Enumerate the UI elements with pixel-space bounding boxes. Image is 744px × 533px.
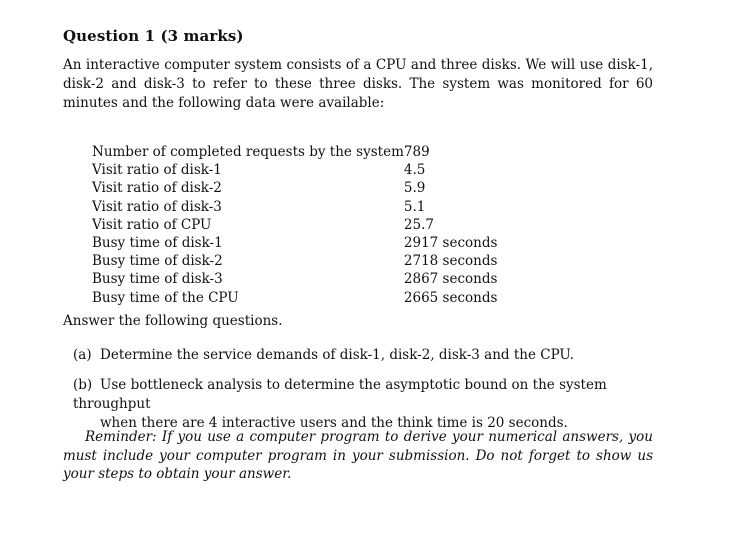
question-part-b bbox=[73, 376, 663, 433]
part-text-continued: when there are 4 interactive users and the think time is 20 seconds. bbox=[100, 415, 568, 431]
table-row bbox=[92, 143, 497, 161]
row-label: Visit ratio of disk-2 bbox=[92, 180, 222, 197]
table-row bbox=[92, 216, 497, 234]
row-value: 5.9 bbox=[403, 180, 426, 197]
table-row bbox=[92, 179, 497, 197]
row-value: 789 bbox=[403, 144, 430, 161]
row-label: Visit ratio of disk-3 bbox=[92, 198, 222, 215]
reminder-note: Reminder: If you use a computer program to derive your numerical answers, you must include your computer program in your submission. Do not forget to show us your steps to obtain your answer. bbox=[63, 429, 653, 482]
table-row bbox=[92, 234, 497, 252]
question-intro: An interactive computer system consists of a CPU and three disks. We will use disk-1, disk-2 and disk-3 to refer to these three disks. The system was monitored for 60 minutes and the following data were available: bbox=[63, 57, 653, 111]
row-label: Visit ratio of CPU bbox=[92, 216, 212, 233]
row-label: Busy time of disk-2 bbox=[92, 253, 223, 270]
part-text: Use bottleneck analysis to determine the asymptotic bound on the system throughput bbox=[73, 377, 607, 412]
row-value: 2867 seconds bbox=[403, 271, 498, 288]
table-row bbox=[92, 270, 497, 288]
monitoring-data-table bbox=[92, 143, 497, 307]
table-row bbox=[92, 252, 497, 270]
part-tag: (a) bbox=[73, 347, 92, 363]
row-label: Busy time of disk-1 bbox=[92, 235, 223, 252]
question-part-a bbox=[73, 346, 663, 365]
row-label: Number of completed requests by the system bbox=[92, 144, 404, 161]
row-label: Busy time of disk-3 bbox=[92, 271, 223, 288]
table-row bbox=[92, 198, 497, 216]
table-row bbox=[92, 161, 497, 179]
row-value: 25.7 bbox=[403, 216, 434, 233]
part-text: Determine the service demands of disk-1, disk-2, disk-3 and the CPU. bbox=[100, 347, 574, 363]
row-value: 2665 seconds bbox=[403, 289, 498, 306]
row-value: 2917 seconds bbox=[403, 235, 498, 252]
row-value: 5.1 bbox=[403, 198, 426, 215]
question-title: Question 1 (3 marks) bbox=[63, 27, 244, 45]
part-tag: (b) bbox=[73, 377, 93, 393]
answer-prompt: Answer the following questions. bbox=[63, 313, 283, 329]
row-label: Visit ratio of disk-1 bbox=[92, 162, 222, 179]
row-value: 4.5 bbox=[403, 162, 426, 179]
table-row bbox=[92, 289, 497, 307]
row-value: 2718 seconds bbox=[403, 253, 498, 270]
row-label: Busy time of the CPU bbox=[92, 289, 239, 306]
